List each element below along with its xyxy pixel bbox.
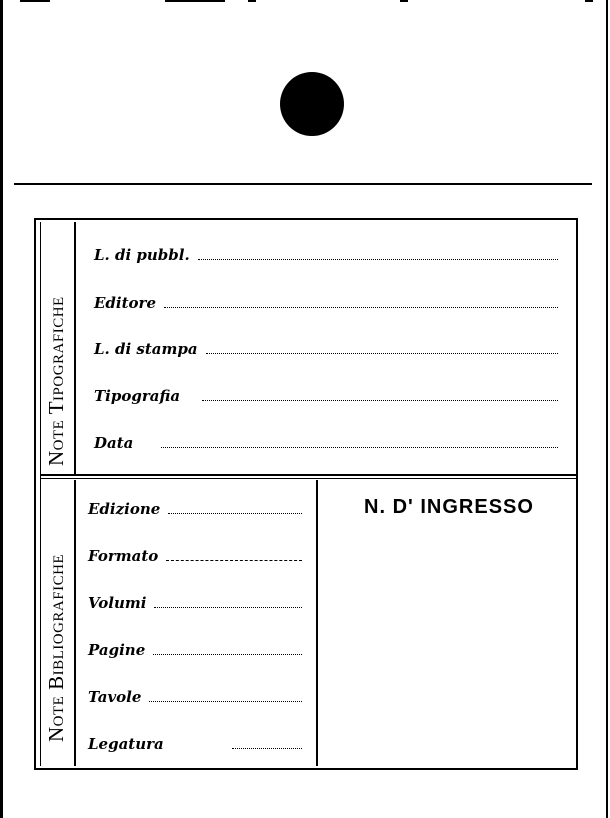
card-left-edge <box>0 0 3 818</box>
field-label: Formato <box>88 547 159 565</box>
field-luogo-pubblicazione <box>94 246 558 264</box>
fill-line <box>164 306 558 308</box>
field-label: L. di pubbl. <box>94 246 190 264</box>
field-volumi <box>88 594 302 612</box>
numero-ingresso-label: N. D' INGRESSO <box>364 496 534 518</box>
field-editore <box>94 294 558 312</box>
bibliografiche-heading-rule <box>74 480 76 766</box>
section-divider-second <box>40 478 576 479</box>
card-right-edge <box>606 0 608 818</box>
fill-line <box>154 606 302 608</box>
field-label: Volumi <box>88 594 147 612</box>
fill-line <box>168 512 302 514</box>
field-label: Pagine <box>88 641 146 659</box>
frame-inner-rule <box>40 222 41 766</box>
fill-line <box>202 399 558 401</box>
note-bibliografiche-heading: Note Bibliografiche <box>44 553 68 742</box>
note-tipografiche-heading: Note Tipografiche <box>44 296 68 466</box>
field-label: L. di stampa <box>94 340 198 358</box>
field-label: Editore <box>94 294 156 312</box>
fill-line <box>161 446 558 448</box>
field-edizione <box>88 500 302 518</box>
fill-line <box>166 559 302 561</box>
tipografiche-heading-rule <box>74 222 76 474</box>
field-pagine <box>88 641 302 659</box>
fill-line <box>232 747 302 749</box>
punch-hole <box>280 72 344 136</box>
section-divider <box>40 474 576 476</box>
field-label: Tavole <box>88 688 142 706</box>
field-legatura <box>88 735 302 753</box>
ingresso-divider <box>316 480 318 766</box>
field-label: Legatura <box>88 735 164 753</box>
field-data <box>94 434 558 452</box>
top-edge-marks <box>0 0 610 4</box>
field-luogo-stampa <box>94 340 558 358</box>
field-tavole <box>88 688 302 706</box>
field-label: Data <box>94 434 134 452</box>
fill-line <box>198 258 558 260</box>
field-formato <box>88 547 302 565</box>
fill-line <box>149 700 302 702</box>
fill-line <box>153 653 302 655</box>
fill-line <box>206 352 558 354</box>
field-tipografia <box>94 387 558 405</box>
tear-line <box>14 183 592 185</box>
field-label: Edizione <box>88 500 161 518</box>
field-label: Tipografia <box>94 387 181 405</box>
